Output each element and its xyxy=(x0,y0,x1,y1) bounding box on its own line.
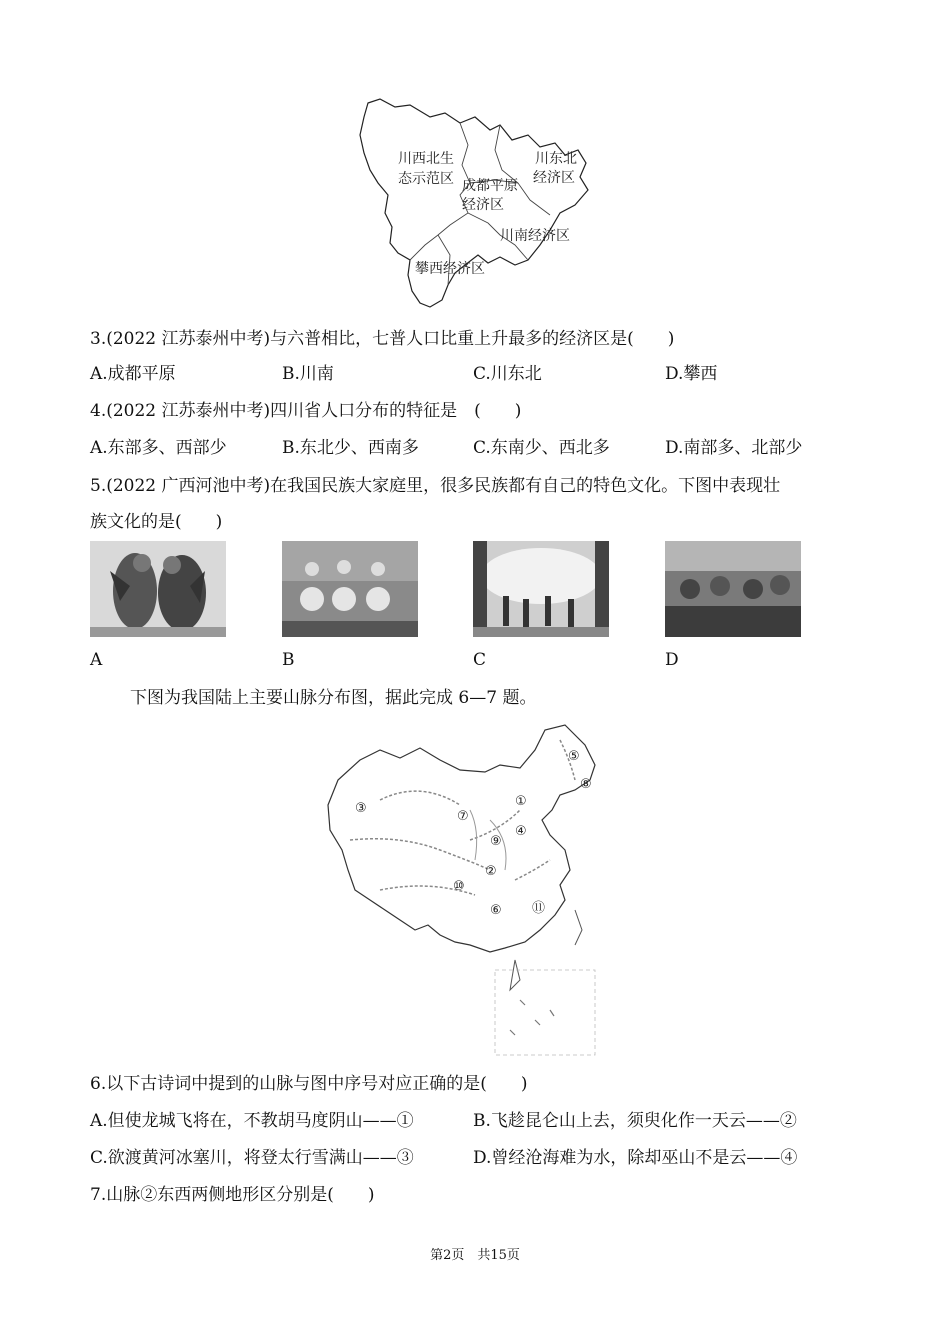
region-label-chengdu-2: 经济区 xyxy=(462,197,504,213)
china-mountain-map xyxy=(320,720,610,1060)
region-label-chuanxibei-1: 川西北生 xyxy=(398,151,454,167)
q6-option-c: C.欲渡黄河冰塞川，将登太行雪满山——③ xyxy=(90,1148,414,1168)
map-number-7: ⑦ xyxy=(457,809,469,824)
q3-option-a: A.成都平原 xyxy=(90,364,176,384)
photo-b xyxy=(282,541,418,637)
region-label-chuannan: 川南经济区 xyxy=(500,228,570,244)
region-label-chengdu-1: 成都平原 xyxy=(462,178,518,194)
q4-option-b: B.东北少、西南多 xyxy=(282,438,419,458)
q6-stem: 6.以下古诗词中提到的山脉与图中序号对应正确的是( ) xyxy=(90,1074,528,1094)
q6-option-b: B.飞趁昆仑山上去，须臾化作一天云——② xyxy=(473,1111,797,1131)
map-number-10: ⑩ xyxy=(453,879,465,894)
intro-text: 下图为我国陆上主要山脉分布图，据此完成 6—7 题。 xyxy=(130,688,537,708)
map-number-3: ③ xyxy=(355,801,367,816)
q6-option-d: D.曾经沧海难为水，除却巫山不是云——④ xyxy=(473,1148,798,1168)
sichuan-map xyxy=(350,95,600,310)
q3-stem: 3.(2022 江苏泰州中考)与六普相比，七普人口比重上升最多的经济区是( ) xyxy=(90,329,675,349)
q3-option-b: B.川南 xyxy=(282,364,334,384)
photo-label-b: B xyxy=(282,650,295,670)
q7-stem: 7.山脉②东西两侧地形区分别是( ) xyxy=(90,1185,375,1205)
map-number-6: ⑥ xyxy=(490,903,502,918)
photo-label-a: A xyxy=(90,650,103,670)
map-number-11: ⑪ xyxy=(532,901,546,916)
region-label-chuandongbei-2: 经济区 xyxy=(533,170,575,186)
region-label-panxi: 攀西经济区 xyxy=(415,261,485,277)
map-number-4: ④ xyxy=(515,824,527,839)
photo-a xyxy=(90,541,226,637)
q3-option-d: D.攀西 xyxy=(665,364,718,384)
q4-stem: 4.(2022 江苏泰州中考)四川省人口分布的特征是 ( ) xyxy=(90,401,522,421)
map-number-9: ⑨ xyxy=(490,834,502,849)
region-label-chuanxibei-2: 态示范区 xyxy=(398,171,454,187)
photo-d xyxy=(665,541,801,637)
q4-option-c: C.东南少、西北多 xyxy=(473,438,610,458)
q4-option-a: A.东部多、西部少 xyxy=(90,438,227,458)
q5-stem-line2: 族文化的是( ) xyxy=(90,512,223,532)
map-number-2: ② xyxy=(485,864,497,879)
page-footer: 第2页 共15页 xyxy=(430,1248,520,1263)
photo-c xyxy=(473,541,609,637)
q3-option-c: C.川东北 xyxy=(473,364,542,384)
photo-label-c: C xyxy=(473,650,487,670)
map-number-1: ① xyxy=(515,794,527,809)
region-label-chuandongbei-1: 川东北 xyxy=(535,151,577,167)
map-number-5: ⑤ xyxy=(568,749,580,764)
q6-option-a: A.但使龙城飞将在，不教胡马度阴山——① xyxy=(90,1111,414,1131)
photo-label-d: D xyxy=(665,650,679,670)
q4-option-d: D.南部多、北部少 xyxy=(665,438,803,458)
q5-stem-line1: 5.(2022 广西河池中考)在我国民族大家庭里，很多民族都有自己的特色文化。下图中表现壮 xyxy=(90,476,781,496)
map-number-8: ⑧ xyxy=(580,777,592,792)
